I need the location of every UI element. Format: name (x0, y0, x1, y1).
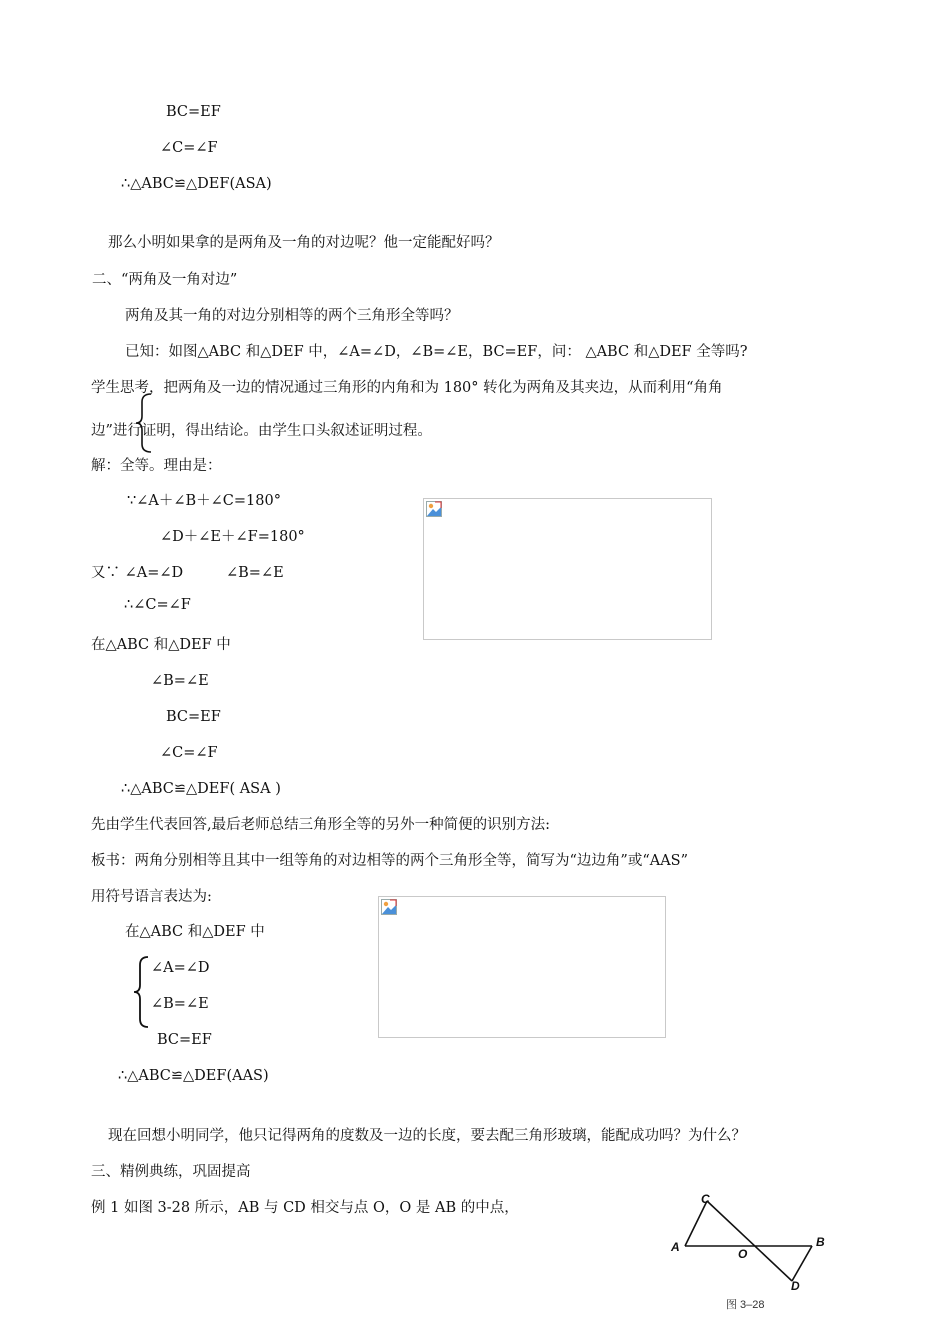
proof-line: 又∵ ∠A=∠D (91, 565, 184, 581)
proof-line: ∠D＋∠E＋∠F=180° (160, 529, 305, 545)
proof-conclusion: ∴△ABC≌△DEF(AAS) (118, 1068, 269, 1084)
proof-line: BC=EF (166, 104, 221, 120)
paragraph: 例 1 如图 3-28 所示，AB 与 CD 相交与点 O，O 是 AB 的中点， (91, 1200, 519, 1216)
left-brace (131, 955, 151, 1029)
point-label-c: C (701, 1192, 710, 1206)
proof-line: BC=EF (157, 1032, 212, 1048)
broken-image-icon (426, 501, 442, 517)
paragraph: 已知：如图△ABC 和△DEF 中，∠A=∠D，∠B=∠E，BC=EF，问： △ABC 和△DEF 全等吗? (125, 344, 748, 360)
proof-line: ∵∠A＋∠B＋∠C=180° (127, 493, 281, 509)
paragraph: 在△ABC 和△DEF 中 (125, 924, 265, 940)
point-label-b: B (816, 1235, 825, 1249)
image-placeholder (378, 896, 666, 1038)
paragraph: 学生思考，把两角及一边的情况通过三角形的内角和为 180° 转化为两角及其夹边，从而利用“角角 (91, 380, 723, 396)
section-heading: 二、“两角及一角对边” (92, 272, 238, 288)
proof-line: ∠B=∠E (151, 996, 209, 1012)
paragraph: 那么小明如果拿的是两角及一角的对边呢？他一定能配好吗？ (108, 235, 500, 251)
paragraph: 在△ABC 和△DEF 中 (91, 637, 231, 653)
proof-line: ∠A=∠D (151, 960, 210, 976)
section-heading: 三、精例典练，巩固提高 (91, 1164, 251, 1180)
image-placeholder (423, 498, 712, 640)
paragraph: 现在回想小明同学，他只记得两角的度数及一边的长度，要去配三角形玻璃，能配成功吗？为什么？ (108, 1128, 746, 1144)
proof-conclusion: ∴△ABC≌△DEF(ASA) (121, 176, 272, 192)
proof-line: ∴∠C=∠F (124, 597, 191, 613)
proof-line: ∠B=∠E (151, 673, 209, 689)
paragraph: 边”进行证明，得出结论。由学生口头叙述证明过程。 (91, 423, 432, 439)
paragraph: 用符号语言表达为: (91, 889, 212, 905)
paragraph: 两角及其一角的对边分别相等的两个三角形全等吗？ (125, 308, 459, 324)
proof-conclusion: ∴△ABC≌△DEF( ASA ) (121, 781, 281, 797)
figure-caption: 图 3–28 (726, 1299, 765, 1311)
paragraph: 先由学生代表回答,最后老师总结三角形全等的另外一种简便的识别方法: (91, 817, 550, 833)
point-label-d: D (791, 1279, 800, 1293)
paragraph: 板书：两角分别相等且其中一组等角的对边相等的两个三角形全等，简写为“边边角”或“AAS” (91, 853, 689, 869)
proof-line: ∠B=∠E (226, 565, 284, 581)
proof-line: BC=EF (166, 709, 221, 725)
broken-image-icon (381, 899, 397, 915)
triangle-figure (660, 1185, 840, 1295)
figure-3-28 (660, 1185, 840, 1325)
point-label-a: A (671, 1240, 680, 1254)
proof-line: ∠C=∠F (160, 745, 218, 761)
paragraph: 解：全等。理由是： (91, 458, 222, 474)
left-brace (133, 392, 155, 454)
proof-line: ∠C=∠F (160, 140, 218, 156)
point-label-o: O (738, 1247, 748, 1261)
